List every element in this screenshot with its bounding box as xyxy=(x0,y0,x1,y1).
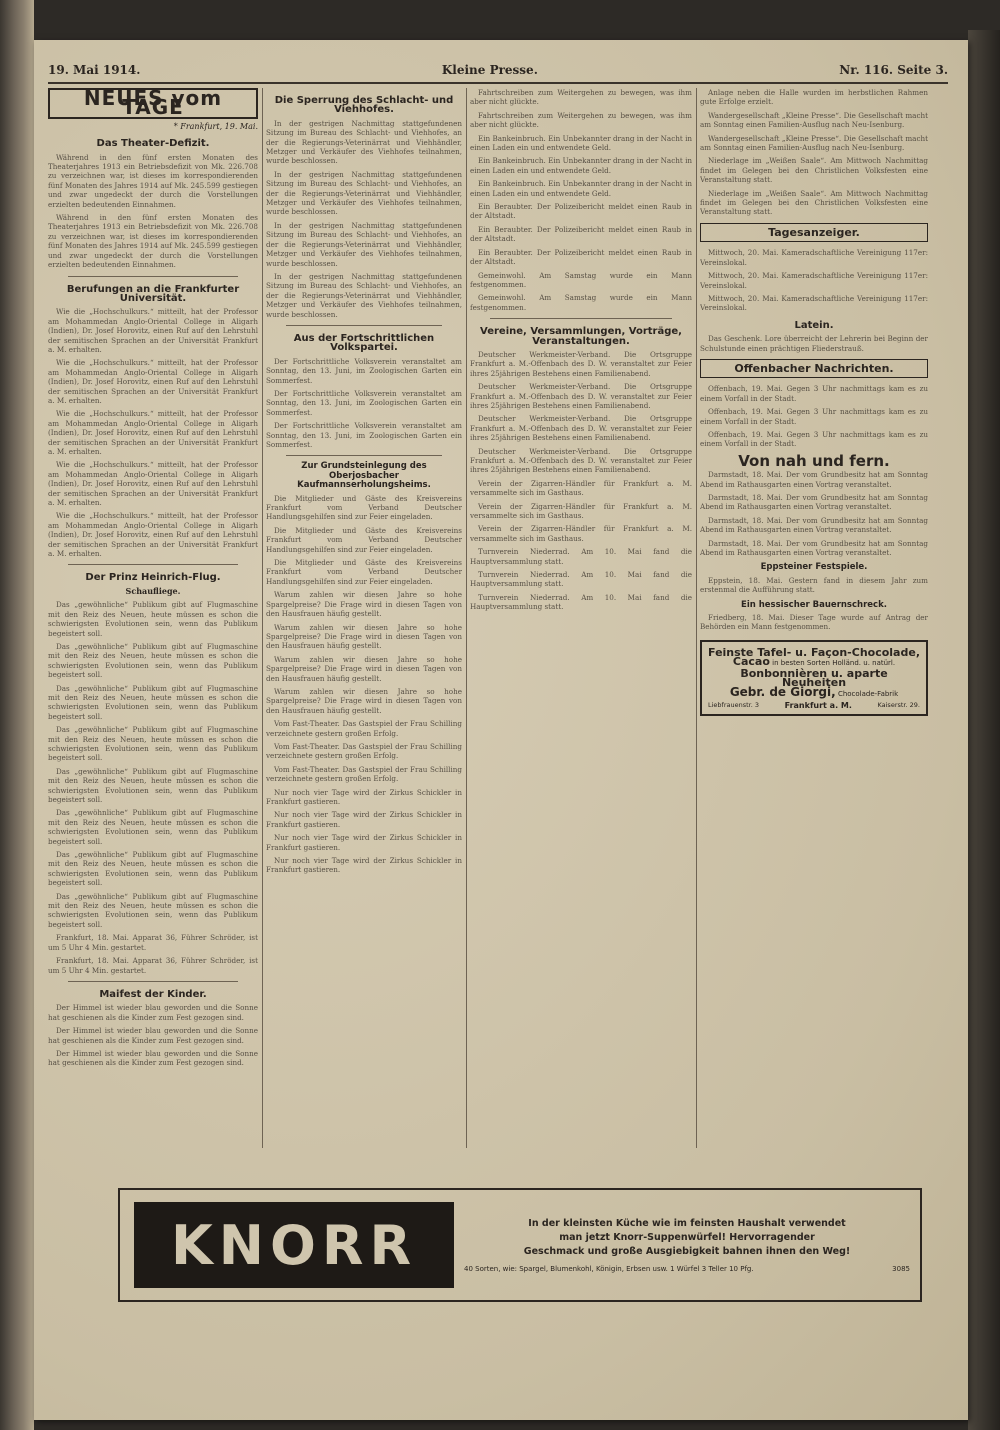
article-text: Verein der Zigarren-Händler für Frankfurt a. M. versammelte sich im Gasthaus. xyxy=(470,524,692,543)
column-rule xyxy=(262,88,263,1148)
column-2 xyxy=(266,88,462,1148)
article-text: Warum zahlen wir diesen Jahre so hohe Spargelpreise? Die Frage wird in diesen Tagen von den Hausfrauen häufig gestellt. xyxy=(266,622,462,651)
issue-date: 19. Mai 1914. xyxy=(48,63,141,77)
article-text: Das „gewöhnliche“ Publikum gibt auf Flugmaschine mit den Reiz des Neuen, heute müssen es schon die schwierigsten Evolutionen sein, wenn das Publikum begeistert soll. xyxy=(48,600,258,638)
knorr-advertisement xyxy=(118,1188,922,1302)
paper-name: Kleine Presse. xyxy=(441,63,538,77)
section-headline: Von nah und fern. xyxy=(738,451,890,470)
knorr-logo: KNORR xyxy=(134,1202,454,1288)
article-text: Vom Fast-Theater. Das Gastspiel der Frau Schilling verzeichnete gestern großen Erfolg. xyxy=(266,741,462,761)
article-text: Der Fortschrittliche Volksverein veranstaltet am Sonntag, den 13. Juni, im Zoologischen Garten ein Sommerfest. xyxy=(266,421,462,449)
article-text: Der Himmel ist wieder blau geworden und die Sonne hat geschienen als die Kinder zum Fest gezogen sind. xyxy=(48,1048,258,1068)
ad-line: Geschmack und große Ausgiebigkeit bahnen ihnen den Weg! xyxy=(523,1246,851,1257)
article-text: Warum zahlen wir diesen Jahre so hohe Spargelpreise? Die Frage wird in diesen Tagen von den Hausfrauen häufig gestellt. xyxy=(266,686,462,715)
article-text: Wie die „Hochschulkurs.“ mitteilt, hat der Professor am Mohammedan Anglo-Oriental College in Aligarh (Indien), Dr. Josef Horovitz, einen Ruf auf den Lehrstuhl der semitischen Sprachen an der Universität Frankfurt a. M. erhalten. xyxy=(48,358,258,405)
article-text: Gemeinwohl. Am Samstag wurde ein Mann festgenommen. xyxy=(470,270,692,289)
article-text: Deutscher Werkmeister-Verband. Die Ortsgruppe Frankfurt a. M.-Offenbach des D. W. veranstaltet zur Feier ihres 25jährigen Bestehens einen Familienabend. xyxy=(470,382,692,410)
article-headline: Eppsteiner Festspiele. xyxy=(760,562,868,573)
article-text: Warum zahlen wir diesen Jahre so hohe Spargelpreise? Die Frage wird in diesen Tagen von den Hausfrauen häufig gestellt. xyxy=(266,654,462,683)
ad-address: Liebfrauenstr. 3 Frankfurt a. M. Kaiserstr. 29. xyxy=(708,700,920,710)
article-text: Darmstadt, 18. Mai. Der vom Grundbesitz hat am Sonntag Abend im Rathausgarten einen Vortrag veranstaltet. xyxy=(700,493,928,512)
column-4 xyxy=(700,88,928,1148)
article-text: Fahrtschreiben zum Weitergehen zu bewegen, was ihm aber nicht glückte. xyxy=(470,110,692,130)
ad-line: Feinste Tafel- u. Façon-Chocolade, xyxy=(708,645,920,659)
article-headline: Der Prinz Heinrich-Flug. xyxy=(85,572,221,584)
chocolate-advertisement xyxy=(700,640,928,716)
ad-line: Bonbonnièren u. aparte Neuheiten xyxy=(740,666,888,690)
divider xyxy=(68,276,238,277)
header-rule xyxy=(48,82,948,84)
article-text: In der gestrigen Nachmittag stattgefundenen Sitzung im Bureau des Schlacht- und Viehhofes, an der die Regierungs-Veterinärrat und Viehhändler, Metzger und Verkäufer des Viehhofes teilnahmen, wurde beschlossen. xyxy=(266,220,462,268)
issue-number: Nr. 116. Seite 3. xyxy=(839,63,948,77)
divider xyxy=(286,325,442,326)
article-text: Wie die „Hochschulkurs.“ mitteilt, hat der Professor am Mohammedan Anglo-Oriental College in Aligarh (Indien), Dr. Josef Horovitz, einen Ruf auf den Lehrstuhl der semitischen Sprachen an der Universität Frankfurt a. M. erhalten. xyxy=(48,511,258,559)
article-text: Ein Bankeinbruch. Ein Unbekannter drang in der Nacht in einen Laden ein und entwendete Geld. xyxy=(470,133,692,153)
article-text: Deutscher Werkmeister-Verband. Die Ortsgruppe Frankfurt a. M.-Offenbach des D. W. veranstaltet zur Feier ihres 25jährigen Bestehens einen Familienabend. xyxy=(470,349,692,378)
article-text: Nur noch vier Tage wird der Zirkus Schickler in Frankfurt gastieren. xyxy=(266,833,462,852)
article-text: Niederlage im „Weißen Saale“. Am Mittwoch Nachmittag findet im Gelegen bei den Christlichen Volksfesten eine Veranstaltung statt. xyxy=(700,156,928,185)
article-headline: Maifest der Kinder. xyxy=(99,988,207,1000)
article-text: Das „gewöhnliche“ Publikum gibt auf Flugmaschine mit den Reiz des Neuen, heute müssen es schon die schwierigsten Evolutionen sein, wenn das Publikum begeistert soll. xyxy=(48,683,258,721)
book-binding xyxy=(0,0,34,1430)
article-text: Das „gewöhnliche“ Publikum gibt auf Flugmaschine mit den Reiz des Neuen, heute müssen es schon die schwierigsten Evolutionen sein, wenn das Publikum begeistert soll. xyxy=(48,808,258,846)
article-text: Mittwoch, 20. Mai. Kameradschaftliche Vereinigung 117er: Vereinslokal. xyxy=(700,248,928,267)
divider xyxy=(68,981,238,982)
ad-line: man jetzt Knorr-Suppenwürfel! Hervorragender xyxy=(559,1232,815,1243)
article-text: Wandergesellschaft „Kleine Presse“. Die Gesellschaft macht am Sonntag einen Familien-Ausflug nach Neu-Isenburg. xyxy=(700,133,928,153)
article-text: Eppstein, 18. Mai. Gestern fand in diesem Jahr zum erstenmal die Aufführung statt. xyxy=(700,575,928,595)
article-text: Turnverein Niederrad. Am 10. Mai fand die Hauptversammlung statt. xyxy=(470,570,692,589)
article-text: Darmstadt, 18. Mai. Der vom Grundbesitz hat am Sonntag Abend im Rathausgarten einen Vortrag veranstaltet. xyxy=(700,470,928,489)
book-edge xyxy=(968,30,1000,1430)
article-text: Das „gewöhnliche“ Publikum gibt auf Flugmaschine mit den Reiz des Neuen, heute müssen es schon die schwierigsten Evolutionen sein, wenn das Publikum begeistert soll. xyxy=(48,850,258,888)
article-text: In der gestrigen Nachmittag stattgefundenen Sitzung im Bureau des Schlacht- und Viehhofes, an der die Regierungs-Veterinärrat und Viehhändler, Metzger und Verkäufer des Viehhofes teilnahmen, wurde beschlossen. xyxy=(266,169,462,217)
article-text: Nur noch vier Tage wird der Zirkus Schickler in Frankfurt gastieren. xyxy=(266,856,462,875)
article-text: Offenbach, 19. Mai. Gegen 3 Uhr nachmittags kam es zu einem Vorfall in der Stadt. xyxy=(700,407,928,426)
article-text: Die Mitglieder und Gäste des Kreisvereins Frankfurt vom Verband Deutscher Handlungsgehilfen sind zur Feier eingeladen. xyxy=(266,493,462,522)
article-text: Verein der Zigarren-Händler für Frankfurt a. M. versammelte sich im Gasthaus. xyxy=(470,478,692,498)
article-text: Das „gewöhnliche“ Publikum gibt auf Flugmaschine mit den Reiz des Neuen, heute müssen es schon die schwierigsten Evolutionen sein, wenn das Publikum begeistert soll. xyxy=(48,641,258,680)
article-text: Ein Bankeinbruch. Ein Unbekannter drang in der Nacht in einen Laden ein und entwendete Geld. xyxy=(470,156,692,175)
ad-line: In der kleinsten Küche wie im feinsten Haushalt verwendet xyxy=(528,1218,846,1229)
knorr-ad-text xyxy=(454,1217,920,1273)
article-headline: Zur Grundsteinlegung des Oberjosbacher Kaufmannserholungsheims. xyxy=(297,461,431,491)
ad-line: Cacao in besten Sorten Holländ. u. natürl. xyxy=(732,655,896,669)
article-text: Während in den fünf ersten Monaten des Theaterjahres 1913 ein Betriebsdefizit von Mk. 226.708 zu verzeichnen war, ist dieses im korrespondierenden fünf Monaten des Jahres 1914 auf Mk. 245.599 gestiegen und zwar ungedeckt der durch die Vorstellungen erzielten bedeutenden Einnahmen. xyxy=(48,213,258,270)
article-text: Der Himmel ist wieder blau geworden und die Sonne hat geschienen als die Kinder zum Fest gezogen sind. xyxy=(48,1003,258,1022)
article-text: Mittwoch, 20. Mai. Kameradschaftliche Vereinigung 117er: Vereinslokal. xyxy=(700,293,928,313)
divider xyxy=(490,318,672,319)
article-text: Mittwoch, 20. Mai. Kameradschaftliche Vereinigung 117er: Vereinslokal. xyxy=(700,271,928,290)
article-text: Gemeinwohl. Am Samstag wurde ein Mann festgenommen. xyxy=(470,293,692,312)
article-text: Das „gewöhnliche“ Publikum gibt auf Flugmaschine mit den Reiz des Neuen, heute müssen es schon die schwierigsten Evolutionen sein, wenn das Publikum begeistert soll. xyxy=(48,725,258,763)
article-text: Vom Fast-Theater. Das Gastspiel der Frau Schilling verzeichnete gestern großen Erfolg. xyxy=(266,719,462,738)
article-text: Offenbach, 19. Mai. Gegen 3 Uhr nachmittags kam es zu einem Vorfall in der Stadt. xyxy=(700,384,928,403)
column-rule xyxy=(466,88,467,1148)
article-subheadline: Schaufliege. xyxy=(125,585,181,596)
tagesanzeiger-box: Tagesanzeiger. xyxy=(700,223,928,242)
ad-footer: 40 Sorten, wie: Spargel, Blumenkohl, Königin, Erbsen usw. 1 Würfel 3 Teller 10 Pfg. 3085 xyxy=(464,1265,910,1273)
divider xyxy=(286,455,442,456)
column-1 xyxy=(48,88,258,1148)
article-text: Darmstadt, 18. Mai. Der vom Grundbesitz hat am Sonntag Abend im Rathausgarten einen Vortrag veranstaltet. xyxy=(700,515,928,535)
article-text: Anlage neben die Halle wurden im herbstlichen Rahmen gute Erfolge erzielt. xyxy=(700,88,928,107)
ad-firm: Gebr. de Giorgi, Chocolade-Fabrik xyxy=(729,684,899,699)
article-text: Die Mitglieder und Gäste des Kreisvereins Frankfurt vom Verband Deutscher Handlungsgehilfen sind zur Feier eingeladen. xyxy=(266,558,462,586)
article-text: In der gestrigen Nachmittag stattgefundenen Sitzung im Bureau des Schlacht- und Viehhofes, an der die Regierungs-Veterinärrat und Viehhändler, Metzger und Verkäufer des Viehhofes teilnahmen, wurde beschlossen. xyxy=(266,118,462,166)
article-text: In der gestrigen Nachmittag stattgefundenen Sitzung im Bureau des Schlacht- und Viehhofes, an der die Regierungs-Veterinärrat und Viehhändler, Metzger und Verkäufer des Viehhofes teilnahmen, wurde beschlossen. xyxy=(266,271,462,319)
article-text: Wandergesellschaft „Kleine Presse“. Die Gesellschaft macht am Sonntag einen Familien-Ausflug nach Neu-Isenburg. xyxy=(700,110,928,130)
article-headline: Aus der Fortschrittlichen Volkspartei. xyxy=(293,332,435,354)
article-text: Nur noch vier Tage wird der Zirkus Schickler in Frankfurt gastieren. xyxy=(266,787,462,806)
article-text: Warum zahlen wir diesen Jahre so hohe Spargelpreise? Die Frage wird in diesen Tagen von den Hausfrauen häufig gestellt. xyxy=(266,590,462,619)
article-text: Während in den fünf ersten Monaten des Theaterjahres 1913 ein Betriebsdefizit von Mk. 226.708 zu verzeichnen war, ist dieses im korrespondierenden fünf Monaten des Jahres 1914 auf Mk. 245.599 gestiegen und zwar ungedeckt der durch die Vorstellungen erzielten bedeutenden Einnahmen. xyxy=(48,152,258,209)
article-headline: Ein hessischer Bauernschreck. xyxy=(741,599,887,610)
newspaper-page xyxy=(34,40,968,1420)
article-headline: Die Sperrung des Schlacht- und Viehhofes. xyxy=(274,95,454,116)
article-text: Fahrtschreiben zum Weitergehen zu bewegen, was ihm aber nicht glückte. xyxy=(470,88,692,107)
article-headline: Das Theater-Defizit. xyxy=(96,138,210,150)
article-text: Ein Beraubter. Der Polizeibericht meldet einen Raub in der Altstadt. xyxy=(470,202,692,221)
article-headline: Berufungen an die Frankfurter Universität. xyxy=(66,283,240,304)
article-text: Friedberg, 18. Mai. Dieser Tage wurde auf Antrag der Behörden ein Mann festgenommen. xyxy=(700,613,928,632)
article-text: Der Himmel ist wieder blau geworden und die Sonne hat geschienen als die Kinder zum Fest gezogen sind. xyxy=(48,1026,258,1045)
article-text: Das „gewöhnliche“ Publikum gibt auf Flugmaschine mit den Reiz des Neuen, heute müssen es schon die schwierigsten Evolutionen sein, wenn das Publikum begeistert soll. xyxy=(48,891,258,929)
divider xyxy=(68,564,238,565)
article-text: Ein Bankeinbruch. Ein Unbekannter drang in der Nacht in einen Laden ein und entwendete Geld. xyxy=(470,179,692,198)
article-text: Ein Beraubter. Der Polizeibericht meldet einen Raub in der Altstadt. xyxy=(470,247,692,267)
article-text: Deutscher Werkmeister-Verband. Die Ortsgruppe Frankfurt a. M.-Offenbach des D. W. veranstaltet zur Feier ihres 25jährigen Bestehens einen Familienabend. xyxy=(470,414,692,443)
article-text: Wie die „Hochschulkurs.“ mitteilt, hat der Professor am Mohammedan Anglo-Oriental College in Aligarh (Indien), Dr. Josef Horovitz, einen Ruf auf den Lehrstuhl der semitischen Sprachen an der Universität Frankfurt a. M. erhalten. xyxy=(48,409,258,456)
article-text: Der Fortschrittliche Volksverein veranstaltet am Sonntag, den 13. Juni, im Zoologischen Garten ein Sommerfest. xyxy=(266,356,462,385)
column-rule xyxy=(696,88,697,1148)
column-3 xyxy=(470,88,692,1148)
article-text: Turnverein Niederrad. Am 10. Mai fand die Hauptversammlung statt. xyxy=(470,592,692,612)
article-text: Vom Fast-Theater. Das Gastspiel der Frau Schilling verzeichnete gestern großen Erfolg. xyxy=(266,764,462,784)
article-text: Wie die „Hochschulkurs.“ mitteilt, hat der Professor am Mohammedan Anglo-Oriental College in Aligarh (Indien), Dr. Josef Horovitz, einen Ruf auf den Lehrstuhl der semitischen Sprachen an der Universität Frankfurt a. M. erhalten. xyxy=(48,307,258,354)
article-text: Der Fortschrittliche Volksverein veranstaltet am Sonntag, den 13. Juni, im Zoologischen Garten ein Sommerfest. xyxy=(266,388,462,417)
article-text: Deutscher Werkmeister-Verband. Die Ortsgruppe Frankfurt a. M.-Offenbach des D. W. veranstaltet zur Feier ihres 25jährigen Bestehens einen Familienabend. xyxy=(470,446,692,475)
dateline: * Frankfurt, 19. Mai. xyxy=(173,121,258,131)
article-text: Nur noch vier Tage wird der Zirkus Schickler in Frankfurt gastieren. xyxy=(266,810,462,829)
section-headline-box: Offenbacher Nachrichten. xyxy=(700,359,928,378)
article-text: Frankfurt, 18. Mai. Apparat 36, Führer Schröder, ist um 5 Uhr 4 Min. gestartet. xyxy=(48,956,258,975)
article-text: Ein Beraubter. Der Polizeibericht meldet einen Raub in der Altstadt. xyxy=(470,224,692,244)
article-text: Offenbach, 19. Mai. Gegen 3 Uhr nachmittags kam es zu einem Vorfall in der Stadt. xyxy=(700,429,928,449)
article-text: Das Geschenk. Lore überreicht der Lehrerin bei Beginn der Schulstunde einen prächtigen Fliederstrauß. xyxy=(700,334,928,353)
article-text: Verein der Zigarren-Händler für Frankfurt a. M. versammelte sich im Gasthaus. xyxy=(470,501,692,521)
article-headline: Latein. xyxy=(794,319,834,331)
article-text: Das „gewöhnliche“ Publikum gibt auf Flugmaschine mit den Reiz des Neuen, heute müssen es schon die schwierigsten Evolutionen sein, wenn das Publikum begeistert soll. xyxy=(48,766,258,804)
article-text: Die Mitglieder und Gäste des Kreisvereins Frankfurt vom Verband Deutscher Handlungsgehilfen sind zur Feier eingeladen. xyxy=(266,525,462,554)
article-text: Darmstadt, 18. Mai. Der vom Grundbesitz hat am Sonntag Abend im Rathausgarten einen Vortrag veranstaltet. xyxy=(700,538,928,558)
section-masthead: NEUES vom TAGE xyxy=(48,88,258,119)
article-text: Turnverein Niederrad. Am 10. Mai fand die Hauptversammlung statt. xyxy=(470,547,692,566)
article-headline: Vereine, Versammlungen, Vorträge, Veranstaltungen. xyxy=(480,326,682,347)
page-header xyxy=(48,60,948,80)
article-text: Wie die „Hochschulkurs.“ mitteilt, hat der Professor am Mohammedan Anglo-Oriental College in Aligarh (Indien), Dr. Josef Horovitz, einen Ruf auf den Lehrstuhl der semitischen Sprachen an der Universität Frankfurt a. M. erhalten. xyxy=(48,460,258,508)
article-text: Frankfurt, 18. Mai. Apparat 36, Führer Schröder, ist um 5 Uhr 4 Min. gestartet. xyxy=(48,933,258,952)
article-text: Niederlage im „Weißen Saale“. Am Mittwoch Nachmittag findet im Gelegen bei den Christlichen Volksfesten eine Veranstaltung statt. xyxy=(700,188,928,217)
